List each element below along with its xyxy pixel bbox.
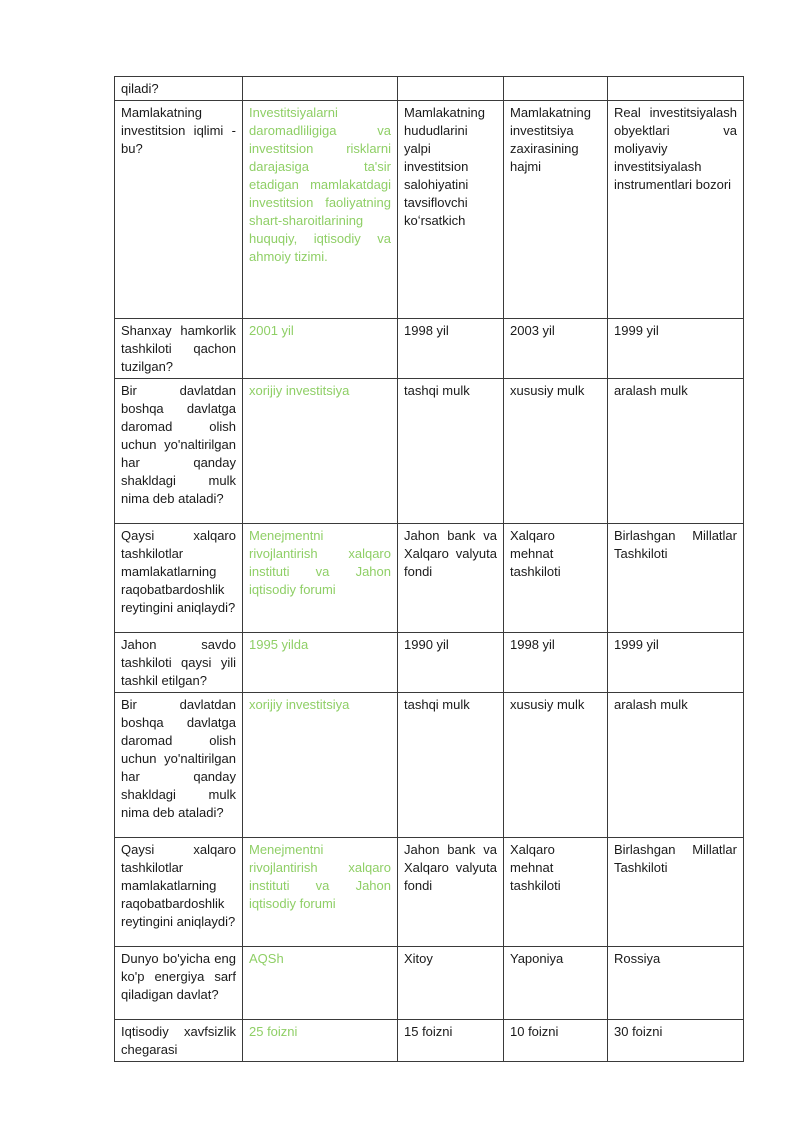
option-cell: Xalqaro mehnat tashkiloti bbox=[504, 838, 608, 947]
table-row bbox=[115, 838, 744, 947]
option-cell: tashqi mulk bbox=[398, 379, 504, 524]
table-row bbox=[115, 633, 744, 693]
option-cell: 1990 yil bbox=[398, 633, 504, 693]
correct-answer-cell: 2001 yil bbox=[243, 319, 398, 379]
option-cell: Real investitsiyalash obyektlari va moliyaviy investitsiyalash instrumentlari bozori bbox=[608, 101, 744, 319]
table-row bbox=[115, 379, 744, 524]
question-cell: Jahon savdo tashkiloti qaysi yili tashkil etilgan? bbox=[115, 633, 243, 693]
option-cell: 15 foizni bbox=[398, 1020, 504, 1062]
correct-answer-cell: Menejmentni rivojlantirish xalqaro instituti va Jahon iqtisodiy forumi bbox=[243, 524, 398, 633]
question-cell: Qaysi xalqaro tashkilotlar mamlakatlarning raqobatbardoshlik reytingini aniqlaydi? bbox=[115, 524, 243, 633]
option-cell: 10 foizni bbox=[504, 1020, 608, 1062]
option-cell: 1998 yil bbox=[398, 319, 504, 379]
option-cell: aralash mulk bbox=[608, 379, 744, 524]
question-cell: Bir davlatdan boshqa davlatga daromad olish uchun yo'naltirilgan har qanday shakldagi mulk nima deb ataladi? bbox=[115, 379, 243, 524]
quiz-table bbox=[114, 76, 744, 1062]
question-cell: qiladi? bbox=[115, 77, 243, 101]
question-cell: Bir davlatdan boshqa davlatga daromad olish uchun yo'naltirilgan har qanday shakldagi mulk nima deb ataladi? bbox=[115, 693, 243, 838]
table-row bbox=[115, 77, 744, 101]
correct-answer-cell: 1995 yilda bbox=[243, 633, 398, 693]
correct-answer-cell bbox=[243, 77, 398, 101]
correct-answer-cell: 25 foizni bbox=[243, 1020, 398, 1062]
correct-answer-cell: Menejmentni rivojlantirish xalqaro instituti va Jahon iqtisodiy forumi bbox=[243, 838, 398, 947]
option-cell: Jahon bank va Xalqaro valyuta fondi bbox=[398, 838, 504, 947]
option-cell: aralash mulk bbox=[608, 693, 744, 838]
option-cell: Mamlakatning investitsiya zaxirasining hajmi bbox=[504, 101, 608, 319]
question-cell: Iqtisodiy xavfsizlik chegarasi bbox=[115, 1020, 243, 1062]
question-cell: Dunyo bo'yicha eng ko'p energiya sarf qiladigan davlat? bbox=[115, 947, 243, 1020]
option-cell: tashqi mulk bbox=[398, 693, 504, 838]
option-cell: Rossiya bbox=[608, 947, 744, 1020]
option-cell: Mamlakatning hududlarini yalpi investitsion salohiyatini tavsiflovchi koʻrsatkich bbox=[398, 101, 504, 319]
option-cell: Xalqaro mehnat tashkiloti bbox=[504, 524, 608, 633]
option-cell bbox=[398, 77, 504, 101]
correct-answer-cell: xorijiy investitsiya bbox=[243, 379, 398, 524]
option-cell bbox=[504, 77, 608, 101]
question-cell: Shanxay hamkorlik tashkiloti qachon tuzilgan? bbox=[115, 319, 243, 379]
option-cell: Birlashgan Millatlar Tashkiloti bbox=[608, 838, 744, 947]
option-cell: 1999 yil bbox=[608, 633, 744, 693]
correct-answer-cell: Investitsiyalarni daromadliligiga va investitsion risklarni darajasiga ta'sir etadigan mamlakatdagi investitsion faoliyatning shart-sharoitlarining huquqiy, iqtisodiy va ahmoiy tizimi. bbox=[243, 101, 398, 319]
table-row bbox=[115, 101, 744, 319]
option-cell: xususiy mulk bbox=[504, 693, 608, 838]
option-cell: Birlashgan Millatlar Tashkiloti bbox=[608, 524, 744, 633]
table-row bbox=[115, 1020, 744, 1062]
option-cell: 1998 yil bbox=[504, 633, 608, 693]
correct-answer-cell: xorijiy investitsiya bbox=[243, 693, 398, 838]
option-cell: Jahon bank va Xalqaro valyuta fondi bbox=[398, 524, 504, 633]
option-cell: xususiy mulk bbox=[504, 379, 608, 524]
table-row bbox=[115, 947, 744, 1020]
option-cell: 1999 yil bbox=[608, 319, 744, 379]
table-row bbox=[115, 524, 744, 633]
table-row bbox=[115, 693, 744, 838]
table-row bbox=[115, 319, 744, 379]
option-cell: Yaponiya bbox=[504, 947, 608, 1020]
option-cell: Xitoy bbox=[398, 947, 504, 1020]
correct-answer-cell: AQSh bbox=[243, 947, 398, 1020]
option-cell: 2003 yil bbox=[504, 319, 608, 379]
question-cell: Mamlakatning investitsion iqlimi - bu? bbox=[115, 101, 243, 319]
question-cell: Qaysi xalqaro tashkilotlar mamlakatlarning raqobatbardoshlik reytingini aniqlaydi? bbox=[115, 838, 243, 947]
option-cell: 30 foizni bbox=[608, 1020, 744, 1062]
option-cell bbox=[608, 77, 744, 101]
